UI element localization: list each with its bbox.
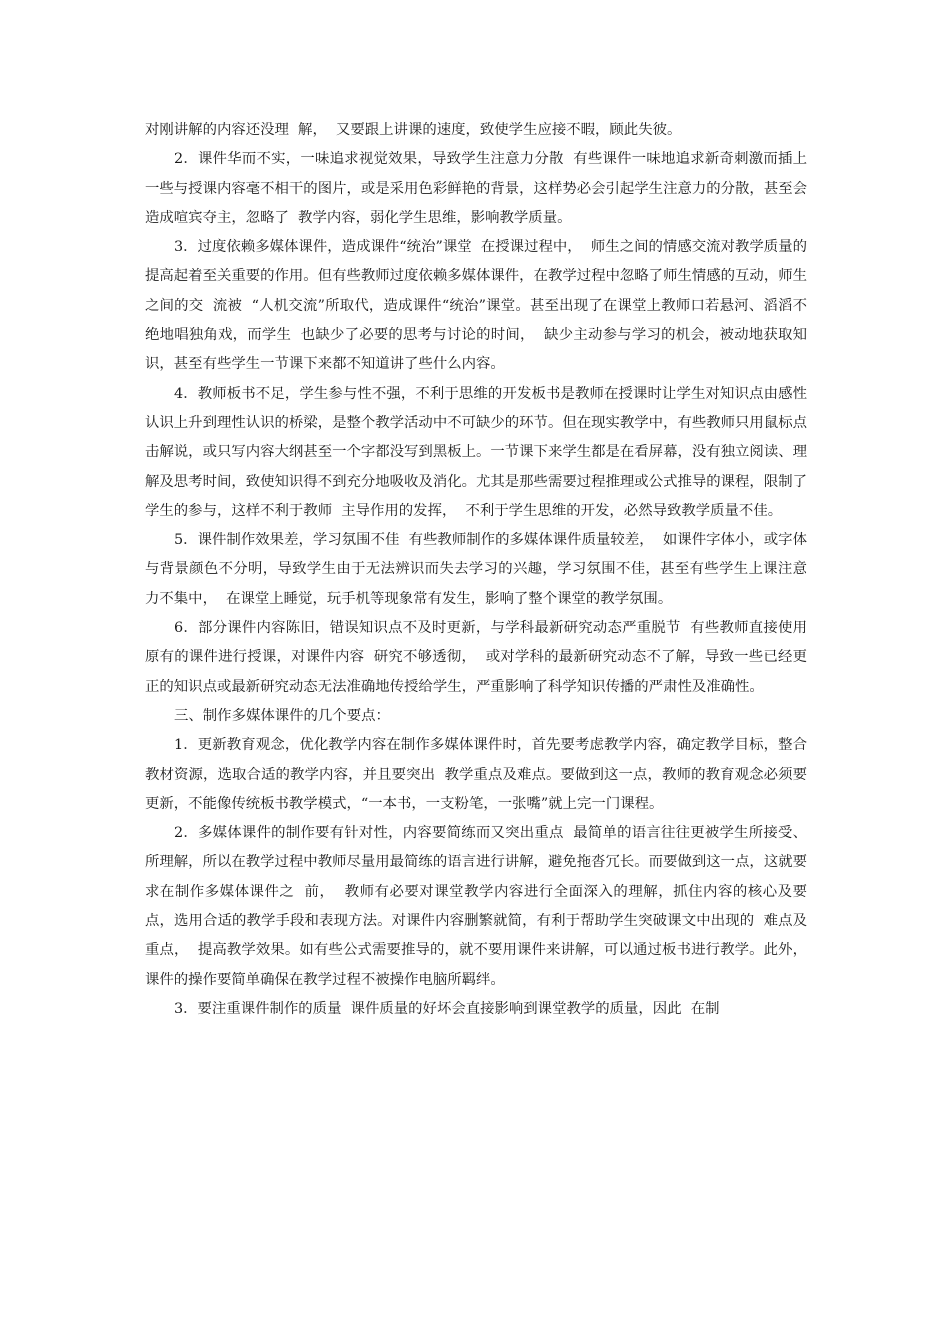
paragraph-8: 2．多媒体课件的制作要有针对性，内容要简练而又突出重点 最简单的语言往往更被学生所接受、 所理解，所以在教学过程中教师尽量用最简练的语言进行讲解，避免拖沓冗长。而要做到这一点，这就要求在制作多媒体课件之 前， 教师有必要对课堂教学内容进行全面深入的理解，抓住内容的核心及要点，选用合适的教学手段和表现方法。对课件内容删繁就简，有利于帮助学生突破课文中出现的 难点及重点， 提高教学效果。如有些公式需要推导的，就不要用课件来讲解，可以通过板书进行教学。此外，课件的操作要简单确保在教学过程不被操作电脑所羁绊。 [145,825,817,988]
paragraph-9: 3．要注重课件制作的质量 课件质量的好坏会直接影响到课堂教学的质量，因此 在制 [174,1000,720,1017]
paragraph-5: 5．课件制作效果差，学习氛围不佳 有些教师制作的多媒体课件质量较差， 如课件字体小，或字体与背景颜色不分明，导致学生由于无法辨识而失去学习的兴趣，学习氛围不佳，甚至有些学生上课注意 力不集中， 在课堂上睡觉，玩手机等现象常有发生，影响了整个课堂的教学氛围。 [145,532,817,607]
paragraph-6: 6．部分课件内容陈旧，错误知识点不及时更新，与学科最新研究动态严重脱节 有些教师直接使用原有的课件进行授课，对课件内容 研究不够透彻， 或对学科的最新研究动态不了解，导致一些已经更正的知识点或最新研究动态无法准确地传授给学生，严重影响了科学知识传播的严肃性及准确性。 [145,620,807,695]
section-heading: 三、制作多媒体课件的几个要点： [174,707,390,724]
paragraph-7: 1．更新教育观念，优化教学内容在制作多媒体课件时，首先要考虑教学内容，确定教学目标，整合教材资源，选取合适的教学内容，并且要突出 教学重点及难点。要做到这一点，教师的教育观念必须要更新，不能像传统板书教学模式，“一本书，一支粉笔，一张嘴”就上完一门课程。 [145,737,807,812]
document-body [145,116,817,1024]
paragraph-1: 对刚讲解的内容还没理 解， 又要跟上讲课的速度，致使学生应接不暇，顾此失彼。 [145,122,682,138]
paragraph-3: 3．过度依赖多媒体课件，造成课件“统治”课堂 在授课过程中， 师生之间的情感交流对教学质量的提高起着至关重要的作用。但有些教师过度依赖多媒体课件，在教学过程中忽略了师生情感的互动，师生之间的交 流被 “人机交流”所取代，造成课件“统治”课堂。甚至出现了在课堂上教师口若悬河、滔滔不绝地唱独角戏，而学生 也缺少了必要的思考与讨论的时间， 缺少主动参与学习的机会，被动地获取知识，甚至有些学生一节课下来都不知道讲了些什么内容。 [145,239,807,373]
paragraph-4: 4．教师板书不足，学生参与性不强，不利于思维的开发板书是教师在授课时让学生对知识点由感性认识上升到理性认识的桥梁，是整个教学活动中不可缺少的环节。但在现实教学中，有些教师只用鼠标点击解说，或只写内容大纲甚至一个字都没写到黑板上。一节课下来学生都是在看屏幕，没有独立阅读、理解及思考时间，致使知识得不到充分地吸收及消化。尤其是那些需要过程推理或公式推导的课程，限制了学生的参与，这样不利于教师 主导作用的发挥， 不利于学生思维的开发，必然导致教学质量不佳。 [145,385,807,519]
paragraph-2: 2．课件华而不实，一味追求视觉效果，导致学生注意力分散 有些课件一味地追求新奇刺激而插上一些与授课内容毫不相干的图片，或是采用色彩鲜艳的背景，这样势必会引起学生注意力的分散，甚至会造成喧宾夺主，忽略了 教学内容，弱化学生思维，影响教学质量。 [145,151,807,226]
